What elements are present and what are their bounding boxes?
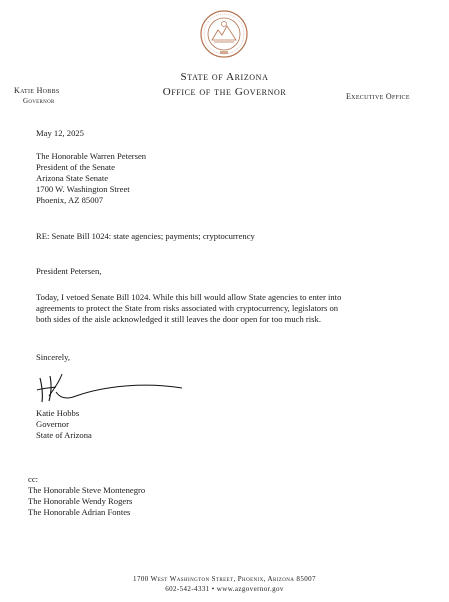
- salutation: President Petersen,: [36, 266, 102, 276]
- letter-date: May 12, 2025: [36, 128, 84, 138]
- recipient-line: 1700 W. Washington Street: [36, 184, 130, 194]
- cc-recipient: The Honorable Steve Montenegro: [28, 485, 146, 495]
- letterhead-footer: [0, 574, 449, 594]
- cc-recipient: The Honorable Wendy Rogers: [28, 496, 133, 506]
- body-line: both sides of the aisle acknowledged it still leaves the door open for too much risk.: [36, 314, 321, 324]
- recipient-line: Phoenix, AZ 85007: [36, 195, 104, 205]
- cc-block: [28, 474, 145, 518]
- cc-label: cc:: [28, 474, 39, 484]
- recipient-block: [36, 151, 146, 206]
- header-name: Katie Hobbs: [14, 86, 60, 95]
- footer-address: 1700 West Washington Street, Phoenix, Arizona 85007: [133, 575, 316, 583]
- subject-line: RE: Senate Bill 1024: state agencies; payments; cryptocurrency: [36, 231, 255, 241]
- signer-state: State of Arizona: [36, 430, 92, 440]
- body-line: agreements to protect the State from risks associated with cryptocurrency, legislators on: [36, 303, 339, 313]
- recipient-line: The Honorable Warren Petersen: [36, 151, 147, 161]
- header-title: Governor: [23, 97, 55, 105]
- signature-block: [36, 408, 92, 441]
- recipient-line: President of the Senate: [36, 162, 115, 172]
- state-seal-image: [200, 10, 248, 58]
- signer-name: Katie Hobbs: [36, 408, 80, 418]
- header-state: State of Arizona: [180, 71, 269, 83]
- handwritten-signature: [34, 368, 184, 408]
- signer-title: Governor: [36, 419, 69, 429]
- letter-body: [36, 292, 341, 325]
- recipient-line: Arizona State Senate: [36, 173, 109, 183]
- header-office: Office of the Governor: [162, 86, 287, 98]
- header-executive-office: Executive Office: [346, 92, 410, 101]
- body-line: Today, I vetoed Senate Bill 1024. While this bill would allow State agencies to enter into: [36, 292, 342, 302]
- cc-recipient: The Honorable Adrian Fontes: [28, 507, 131, 517]
- footer-contact: 602-542-4331 • www.azgovernor.gov: [165, 585, 284, 593]
- closing: Sincerely,: [36, 352, 71, 362]
